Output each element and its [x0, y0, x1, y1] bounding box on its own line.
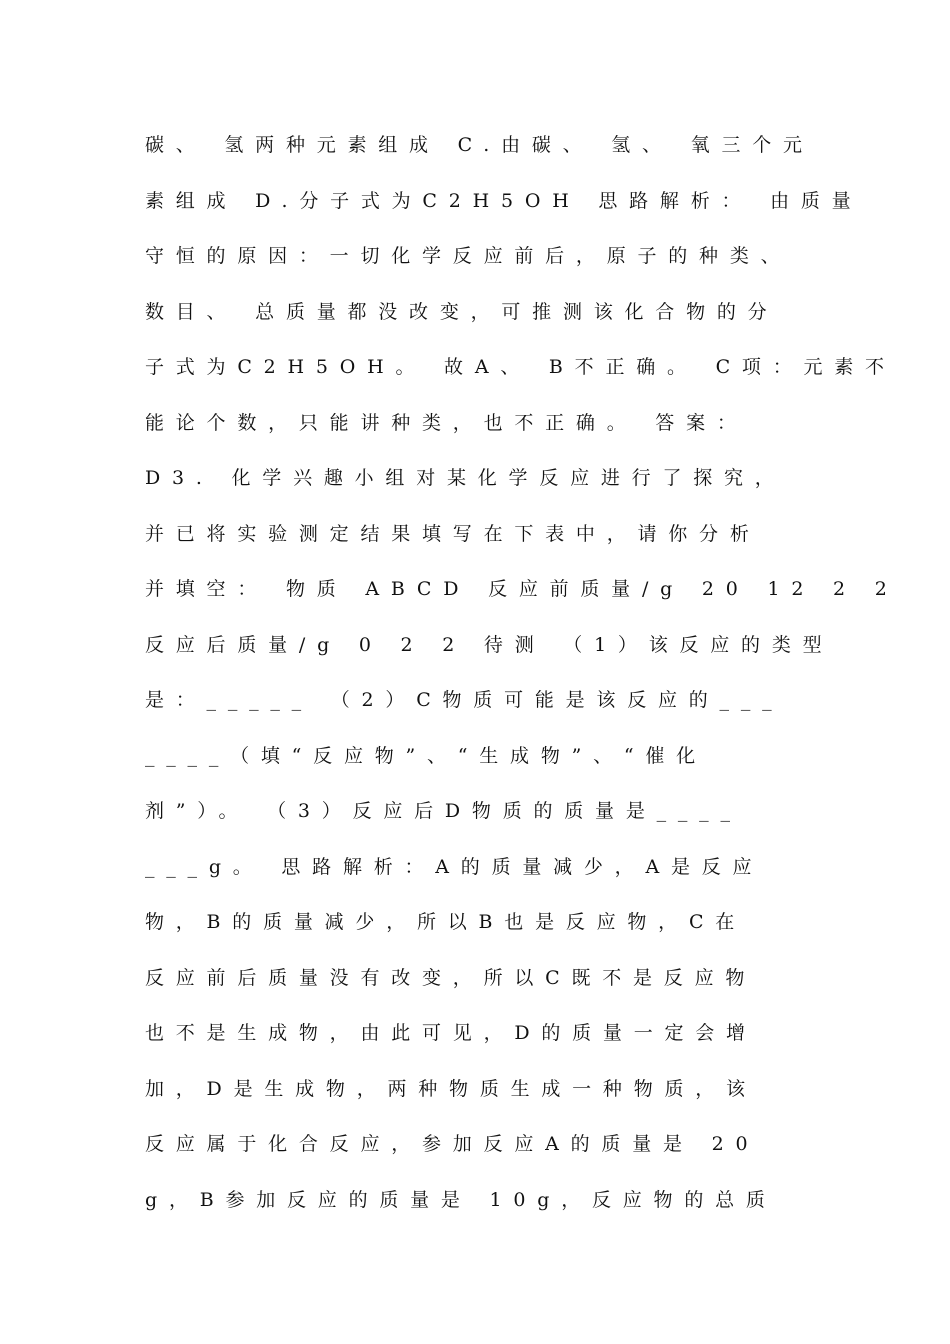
text-line-11: 是：_____ （2）C物质可能是该反应的___: [145, 689, 784, 711]
text-line-14: ___g。 思路解析：A的质量减少，A是反应: [145, 855, 764, 878]
text-line-13: 剂”）。 （3）反应后D物质的质量是____: [145, 800, 742, 822]
text-line-3: 守恒的原因：一切化学反应前后，原子的种类、: [145, 245, 792, 267]
text-line-19: 反应属于化合反应，参加反应A的质量是 20: [145, 1133, 760, 1155]
text-line-17: 也不是生成物，由此可见，D的质量一定会增: [145, 1022, 757, 1044]
body-text: [145, 118, 899, 1228]
text-line-18: 加，D是生成物，两种物质生成一种物质，该: [145, 1077, 757, 1100]
text-line-2: 素组成 D.分子式为C2H5OH 思路解析： 由质量: [145, 189, 863, 212]
text-line-10: 反应后质量/g 0 2 2 待测 （1）该反应的类型: [145, 633, 834, 656]
text-line-1: 碳、 氢两种元素组成 C.由碳、 氢、 氧三个元: [145, 134, 814, 156]
text-line-15: 物，B的质量减少，所以B也是反应物，C在: [145, 911, 747, 933]
text-line-20: g，B参加反应的质量是 10g，反应物的总质: [145, 1188, 777, 1211]
text-line-16: 反应前后质量没有改变，所以C既不是反应物: [145, 966, 757, 989]
text-line-7: D3. 化学兴趣小组对某化学反应进行了探究，: [145, 467, 786, 489]
text-line-12: ____（填“反应物”、“生成物”、“催化: [145, 744, 707, 767]
text-line-5: 子式为C2H5OH。 故A、 B不正确。 C项：元素不: [145, 356, 896, 378]
text-line-4: 数目、 总质量都没改变，可推测该化合物的分: [145, 300, 779, 323]
text-line-9: 并填空： 物质 ABCD 反应前质量/g 20 12 2 2: [145, 578, 899, 600]
text-line-8: 并已将实验测定结果填写在下表中，请你分析: [145, 522, 761, 545]
text-line-6: 能论个数，只能讲种类，也不正确。 答案：: [145, 411, 748, 434]
